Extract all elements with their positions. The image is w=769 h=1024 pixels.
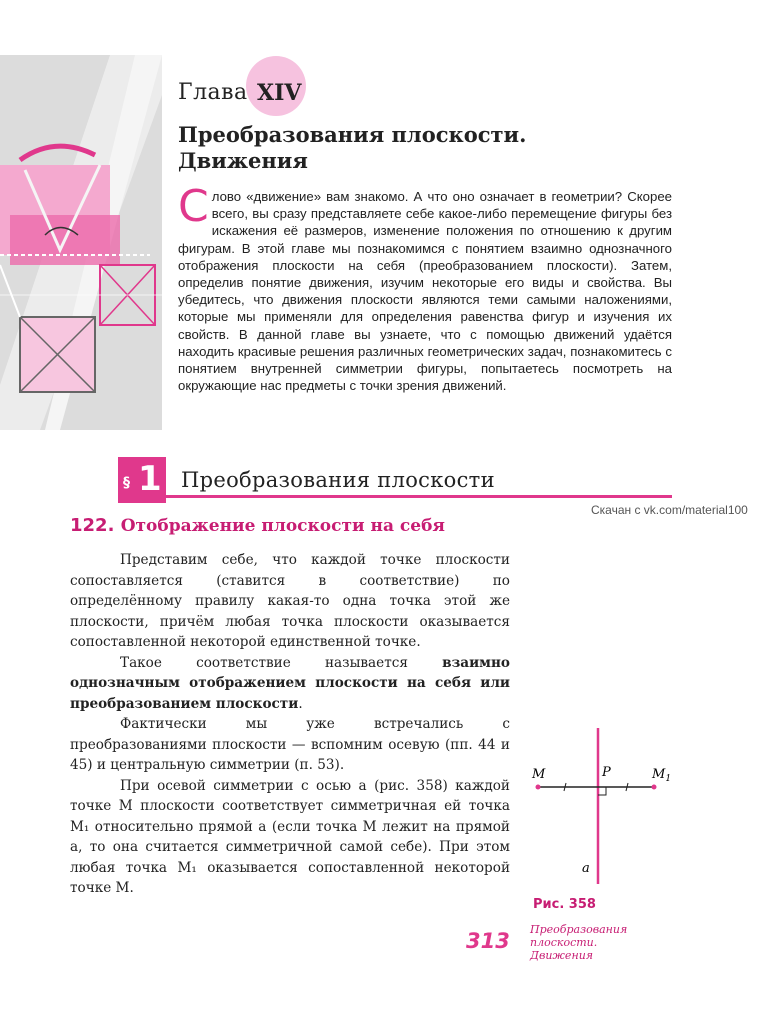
definition-term: взаимно однозначным отображением плоскости на себя или преобразованием плоскости [70, 654, 510, 712]
section-title: Преобразования плоскости [181, 468, 495, 492]
subsection-heading [70, 515, 445, 536]
label-m1-main: M [652, 767, 666, 782]
running-head: Преобразования плоскости. Движения [530, 923, 628, 962]
label-a: a [582, 861, 590, 876]
paragraph-2 [70, 653, 510, 715]
dropcap: С [178, 181, 209, 232]
chapter-intro [178, 181, 672, 394]
page-number: 313 [466, 929, 510, 953]
subsection-title: Отображение плоскости на себя [120, 516, 445, 536]
chapter-title: Преобразования плоскости. Движения [178, 122, 527, 173]
paragraph-3: Фактически мы уже встречались с преобразованиями плоскости — вспомним осевую (пп. 44 и 45) и центральную симметрии (п. 53). [70, 716, 510, 773]
chapter-number: XIV [257, 80, 302, 106]
label-m1-sub: 1 [665, 774, 672, 784]
section-badge [118, 457, 166, 503]
main-text [70, 550, 510, 899]
figure-358-axial-symmetry [528, 726, 672, 886]
subsection-number: 122. [70, 515, 115, 536]
point-m1 [652, 785, 657, 790]
geometry-collage-icon [0, 55, 162, 430]
label-p: P [602, 765, 611, 780]
figure-caption: Рис. 358 [533, 897, 596, 912]
intro-text: лово «движение» вам знакомо. А что оно означает в геометрии? Скорее всего, вы сразу представляете себе какое-либо перемещение фигуры без искажения её размеров, изменение положения по отношению к другим фигурам. В этой главе мы познакомимся с понятием взаимно однозначного отображения плоскости на себя (преобразованием плоскости). Затем, определив понятие движения, изучим некоторые его виды и свойства. Вы убедитесь, что движения плоскости являются теми самыми наложениями, которые мы применяли для определения равенства фигур и изучения их свойств. В данной главе вы узнаете, что с помощью движений удаётся находить красивые решения различных геометрических задач, познакомитесь с понятием внутренней симметрии фигуры, попытаетесь посмотреть на окружающие нас предметы с точки зрения движений. [178, 189, 672, 394]
paragraph-1: Представим себе, что каждой точке плоскости сопоставляется (ставится в соответствие) по определённому правилу какая-то одна точка этой же плоскости, причём любая точка плоскости оказывается сопоставленной некоторой единственной точке. [70, 552, 510, 650]
section-number: 1 [138, 459, 162, 499]
paragraph-2-start: Такое соответствие называется [120, 654, 443, 671]
label-m: M [532, 767, 546, 782]
chapter-label: Глава [178, 80, 248, 105]
paragraph-2-end: . [298, 695, 303, 712]
section-symbol: § [123, 475, 130, 491]
chapter-illustration [0, 55, 162, 430]
point-m [536, 785, 541, 790]
paragraph-4: При осевой симметрии с осью a (рис. 358) каждой точке M плоскости соответствует симметричная ей точка M₁ относительно прямой a (если точка M лежит на прямой a, то она считается симметричной самой себе). При этом любая точка M₁ оказывается сопоставленной некоторой точке M. [70, 777, 510, 896]
label-m1 [651, 767, 671, 784]
watermark: Скачан с vk.com/material100 [591, 503, 748, 517]
section-rule [166, 495, 672, 498]
